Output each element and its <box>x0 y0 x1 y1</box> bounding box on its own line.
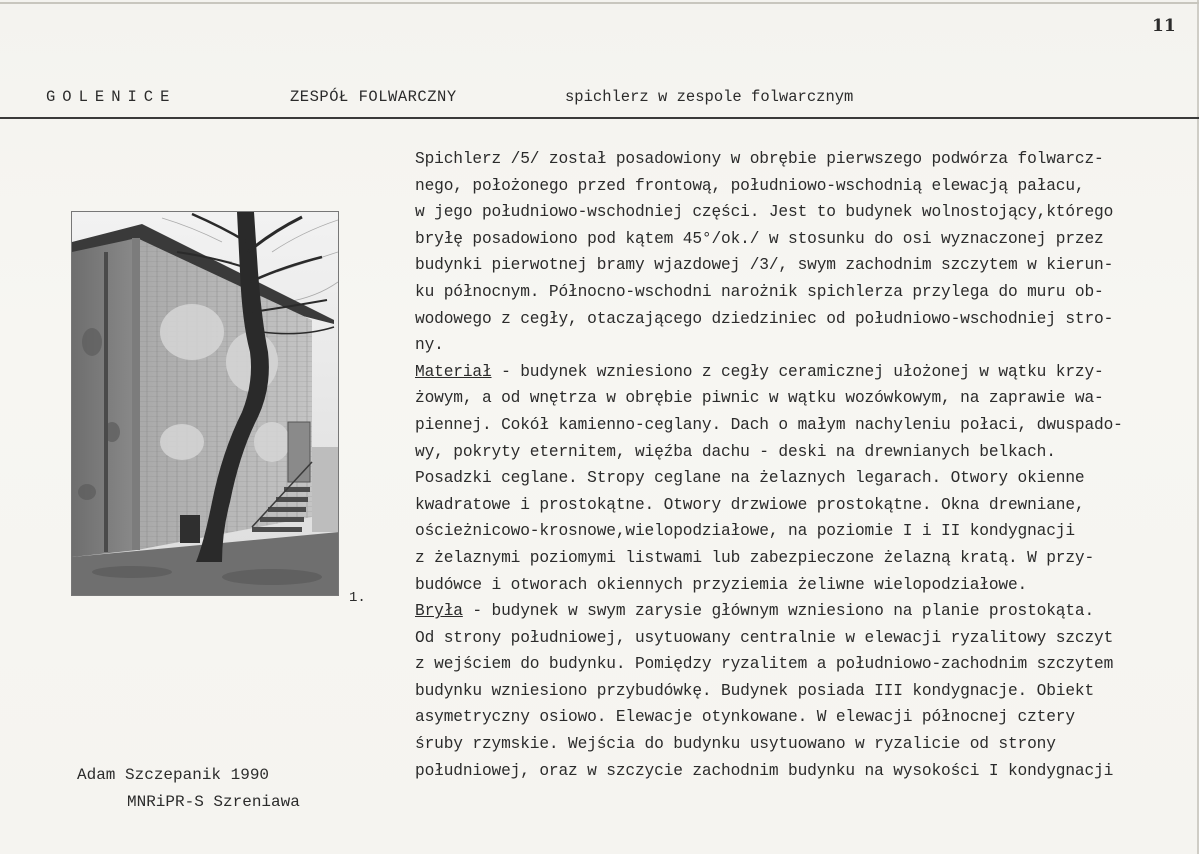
text-line: piennej. Cokół kamienno-ceglany. Dach o małym nachyleniu połaci, dwuspado- <box>415 415 1123 434</box>
text-line: Posadzki ceglane. Stropy ceglane na żelaznych legarach. Otwory okienne <box>415 469 1085 488</box>
material-first-text: - budynek wzniesiono z cegły ceramicznej ułożonej w wątku krzy- <box>491 362 1104 381</box>
material-first-line <box>415 359 1195 386</box>
text-line: żowym, a od wnętrza w obrębie piwnic w wątku wozówkowym, na zaprawie wa- <box>415 389 1104 408</box>
text-line: południowej, oraz w szczycie zachodnim budynku na wysokości I kondygnacji <box>415 761 1114 780</box>
header-rule <box>0 117 1199 119</box>
text-line: wodowego z cegły, otaczającego dziedziniec od południowo-wschodniej stro- <box>415 309 1114 328</box>
photo-number: 1. <box>349 590 366 606</box>
text-line: śruby rzymskie. Wejścia do budynku usytuowano w ryzalicie od strony <box>415 735 1056 754</box>
header-location: GOLENICE <box>46 88 177 106</box>
text-line: w jego południowo-wschodniej części. Jest to budynek wolnostojący,którego <box>415 203 1114 222</box>
text-line: kwadratowe i prostokątne. Otwory drzwiowe prostokątne. Okna drewniane, <box>415 495 1085 514</box>
text-line: budówce i otworach okiennych przyziemia żeliwne wielopodziałowe. <box>415 575 1028 594</box>
text-line: z żelaznymi poziomymi listwami lub zabezpieczone żelazną kratą. W przy- <box>415 548 1095 567</box>
text-line: nego, położonego przed frontową, południowo-wschodnią elewacją pałacu, <box>415 176 1085 195</box>
material-heading: Materiał <box>415 362 492 381</box>
text-line: ościeżnicowo-krosnowe,wielopodziałowe, na poziomie I i II kondygnacji <box>415 522 1075 541</box>
text-line: budynki pierwotnej bramy wjazdowej /3/, swym zachodnim szczytem w kierun- <box>415 256 1114 275</box>
top-edge-line <box>0 2 1199 4</box>
header-complex: ZESPÓŁ FOLWARCZNY <box>290 88 457 106</box>
author: Adam Szczepanik 1990 <box>77 766 270 784</box>
institution: MNRiPR-S Szreniawa <box>127 793 300 811</box>
text-line: ny. <box>415 336 444 355</box>
text-line: Od strony południowej, usytuowany centralnie w elewacji ryzalitowy szczyt <box>415 628 1114 647</box>
page-number: 11 <box>1152 16 1176 36</box>
building-photo <box>71 211 339 596</box>
text-line: budynku wzniesiono przybudówkę. Budynek posiada III kondygnacje. Obiekt <box>415 681 1095 700</box>
bryla-first-line <box>415 598 1195 625</box>
header-object: spichlerz w zespole folwarcznym <box>565 88 854 106</box>
text-line: Spichlerz /5/ został posadowiony w obrębie pierwszego podwórza folwarcz- <box>415 150 1104 168</box>
bryla-first-text: - budynek w swym zarysie głównym wzniesiono na planie prostokąta. <box>462 602 1095 621</box>
description-text <box>415 146 1195 784</box>
bryla-heading: Bryła <box>415 602 463 621</box>
text-line: z wejściem do budynku. Pomiędzy ryzalitem a południowo-zachodnim szczytem <box>415 655 1114 674</box>
text-line: ku północnym. Północno-wschodni narożnik spichlerza przylega do muru ob- <box>415 282 1104 301</box>
text-line: bryłę posadowiono pod kątem 45°/ok./ w stosunku do osi wyznaczonej przez <box>415 229 1104 248</box>
text-line: asymetryczny osiowo. Elewacje otynkowane. W elewacji północnej cztery <box>415 708 1075 727</box>
text-line: wy, pokryty eternitem, więźba dachu - deski na drewnianych belkach. <box>415 442 1056 461</box>
